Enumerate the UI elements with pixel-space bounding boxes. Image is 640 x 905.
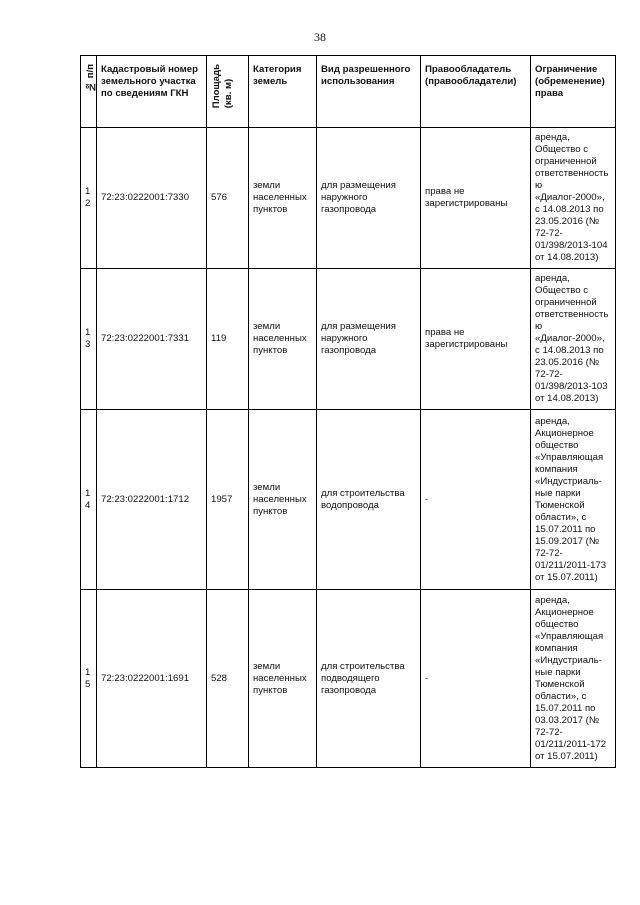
category-cell: земли населенных пунктов <box>249 269 317 410</box>
header-cell-num <box>81 56 97 128</box>
header-num-label: № п/п <box>85 64 96 92</box>
owner-cell: права не зарегистрированы <box>421 269 531 410</box>
header-cell-use: Вид разрешенного использования <box>317 56 421 128</box>
header-cell-owner: Правообладатель (правообладатели) <box>421 56 531 128</box>
area-cell: 1957 <box>207 410 249 590</box>
owner-cell: - <box>421 410 531 590</box>
restriction-cell: аренда, Акционерное общество «Управляющая компания «Индустриаль-ные парки Тюменской области», с 15.07.2011 по 15.09.2017 (№ 72-72-01/211/2011-173 от 15.07.2011) <box>531 410 616 590</box>
permitted-use-cell: для размещения наружного газопровода <box>317 128 421 269</box>
page-number: 38 <box>314 30 326 44</box>
owner-cell: - <box>421 590 531 768</box>
table-header-row <box>81 56 616 128</box>
permitted-use-cell: для строительства подводящего газопровода <box>317 590 421 768</box>
row-num-cell: 15 <box>81 590 97 768</box>
permitted-use-cell: для размещения наружного газопровода <box>317 269 421 410</box>
header-cell-cadastral: Кадастровый номер земельного участка по сведениям ГКН <box>97 56 207 128</box>
land-plots-table <box>80 55 616 768</box>
permitted-use-cell: для строительства водопровода <box>317 410 421 590</box>
category-cell: земли населенных пунктов <box>249 128 317 269</box>
table-row <box>81 269 616 410</box>
category-cell: земли населенных пунктов <box>249 410 317 590</box>
table-row <box>81 590 616 768</box>
restriction-cell: аренда, Акционерное общество «Управляющая компания «Индустриаль-ные парки Тюменской области», с 15.07.2011 по 03.03.2017 (№ 72-72-01/211/2011-172 от 15.07.2011) <box>531 590 616 768</box>
cadastral-number-cell: 72:23:0222001:7331 <box>97 269 207 410</box>
row-num-cell: 13 <box>81 269 97 410</box>
row-num-cell: 14 <box>81 410 97 590</box>
restriction-cell: аренда, Общество с ограниченной ответственность ю «Диалог-2000», с 14.08.2013 по 23.05.2016 (№ 72-72-01/398/2013-104 от 14.08.2013) <box>531 128 616 269</box>
category-cell: земли населенных пунктов <box>249 590 317 768</box>
header-cell-restriction: Ограничение (обременение) права <box>531 56 616 128</box>
area-cell: 576 <box>207 128 249 269</box>
header-cell-area <box>207 56 249 128</box>
cadastral-number-cell: 72:23:0222001:7330 <box>97 128 207 269</box>
cadastral-number-cell: 72:23:0222001:1691 <box>97 590 207 768</box>
row-num-cell: 12 <box>81 128 97 269</box>
cadastral-number-cell: 72:23:0222001:1712 <box>97 410 207 590</box>
header-area-label: Площадь (кв. м) <box>211 64 234 109</box>
restriction-cell: аренда, Общество с ограниченной ответственность ю «Диалог-2000», с 14.08.2013 по 23.05.2016 (№ 72-72-01/398/2013-103 от 14.08.2013) <box>531 269 616 410</box>
area-cell: 528 <box>207 590 249 768</box>
owner-cell: права не зарегистрированы <box>421 128 531 269</box>
table-row <box>81 410 616 590</box>
table-row <box>81 128 616 269</box>
area-cell: 119 <box>207 269 249 410</box>
header-cell-category: Категория земель <box>249 56 317 128</box>
